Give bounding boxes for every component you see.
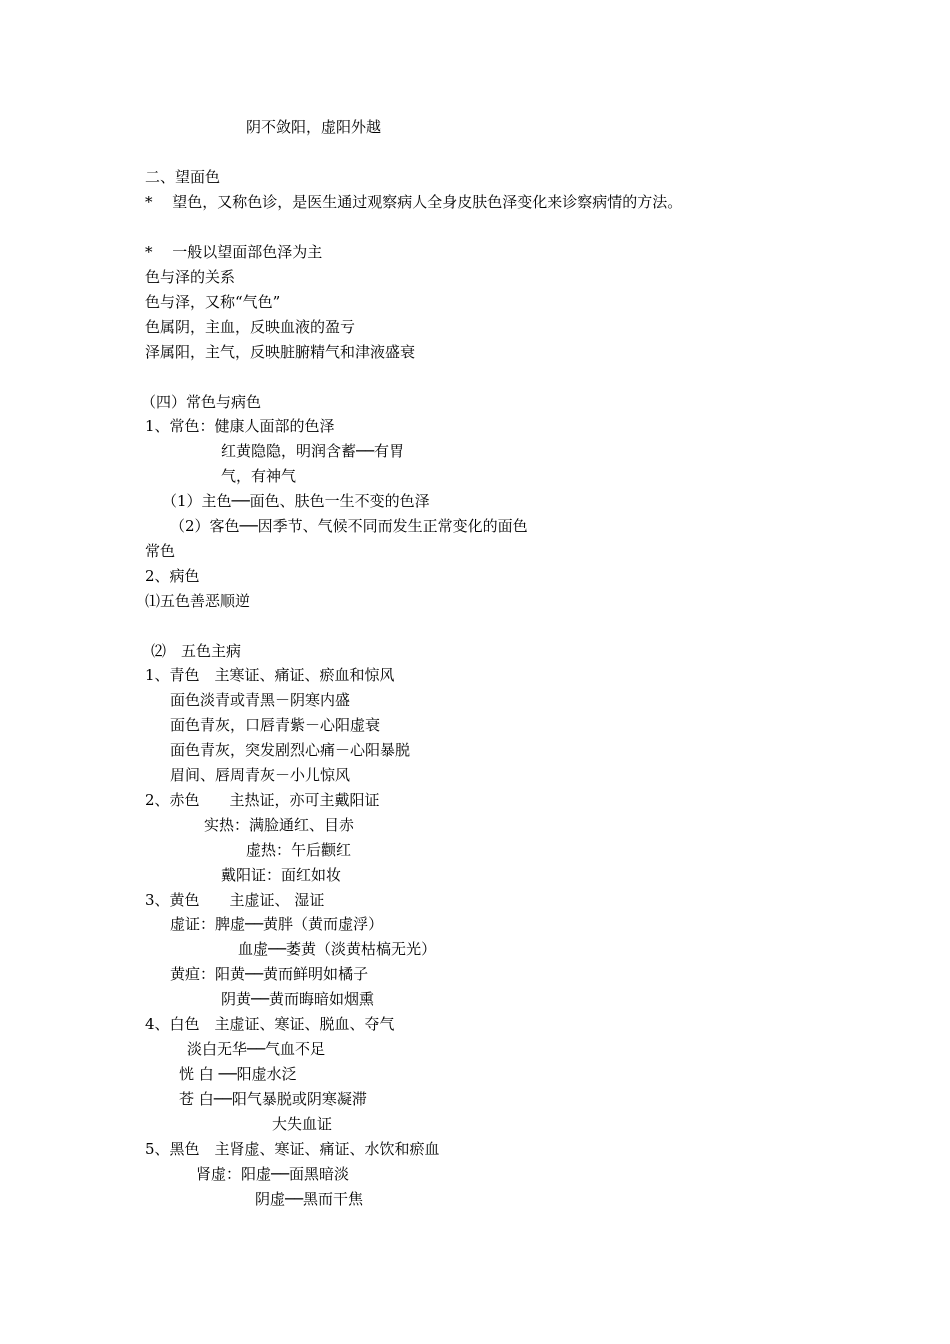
text-line: 3、黄色 主虚证、 湿证: [145, 891, 325, 909]
text-line: 苍 白──阳气暴脱或阴寒凝滞: [179, 1090, 367, 1108]
text-line: 面色淡青或青黑－阴寒内盛: [170, 691, 351, 709]
text-line: 虚热：午后颧红: [246, 841, 352, 859]
text-line: 戴阳证：面红如妆: [221, 866, 342, 884]
text-line: 常色: [145, 542, 176, 560]
text-line: ⑴五色善恶顺逆: [145, 592, 251, 610]
text-line: 实热：满脸通红、目赤: [204, 816, 355, 834]
text-line: 黄疸：阳黄──黄而鲜明如橘子: [170, 965, 369, 983]
text-line: 红黄隐隐，明润含蓄──有胃: [221, 442, 405, 460]
text-line: 5、黑色 主肾虚、寒证、痛证、水饮和瘀血: [145, 1140, 440, 1158]
text-line: 色与泽，又称“气色”: [145, 293, 281, 311]
text-line: 泽属阳，主气，反映脏腑精气和津液盛衰: [145, 343, 416, 361]
text-line: 色与泽的关系: [145, 268, 236, 286]
section-heading: 二、望面色: [145, 168, 221, 186]
text-line: 阴不敛阳，虚阳外越: [246, 118, 382, 136]
text-line: 色属阴，主血，反映血液的盈亏: [145, 318, 356, 336]
text-line: （2）客色──因季节、气候不同而发生正常变化的面色: [170, 517, 528, 535]
text-line: 恍 白 ──阳虚水泛: [179, 1065, 297, 1083]
bullet-line: * 望色，又称色诊，是医生通过观察病人全身皮肤色泽变化来诊察病情的方法。: [145, 193, 683, 211]
bullet-line: * 一般以望面部色泽为主: [145, 243, 323, 261]
text-line: 肾虚：阳虚──面黑暗淡: [196, 1165, 350, 1183]
text-line: 面色青灰，突发剧烈心痛－心阳暴脱: [170, 741, 411, 759]
text-line: 淡白无华──气血不足: [187, 1040, 326, 1058]
text-line: 面色青灰，口唇青紫－心阳虚衰: [170, 716, 381, 734]
text-line: 眉间、唇周青灰－小儿惊风: [170, 766, 351, 784]
text-line: 阴黄──黄而晦暗如烟熏: [221, 990, 375, 1008]
section-heading: （四）常色与病色: [141, 393, 262, 411]
text-line: 4、白色 主虚证、寒证、脱血、夺气: [145, 1015, 395, 1033]
text-line: 气，有神气: [221, 467, 297, 485]
section-heading: ⑵ 五色主病: [151, 642, 242, 660]
text-line: 虚证：脾虚──黄胖（黄而虚浮）: [170, 915, 384, 933]
text-line: 2、病色: [145, 567, 200, 585]
text-line: 1、青色 主寒证、痛证、瘀血和惊风: [145, 666, 395, 684]
text-line: 2、赤色 主热证，亦可主戴阳证: [145, 791, 380, 809]
text-line: 血虚──萎黄（淡黄枯槁无光）: [238, 940, 437, 958]
text-line: 1、常色：健康人面部的色泽: [145, 417, 335, 435]
text-line: 阴虚──黑而干焦: [255, 1190, 364, 1208]
text-line: （1）主色──面色、肤色一生不变的色泽: [162, 492, 430, 510]
text-line: 大失血证: [272, 1115, 333, 1133]
